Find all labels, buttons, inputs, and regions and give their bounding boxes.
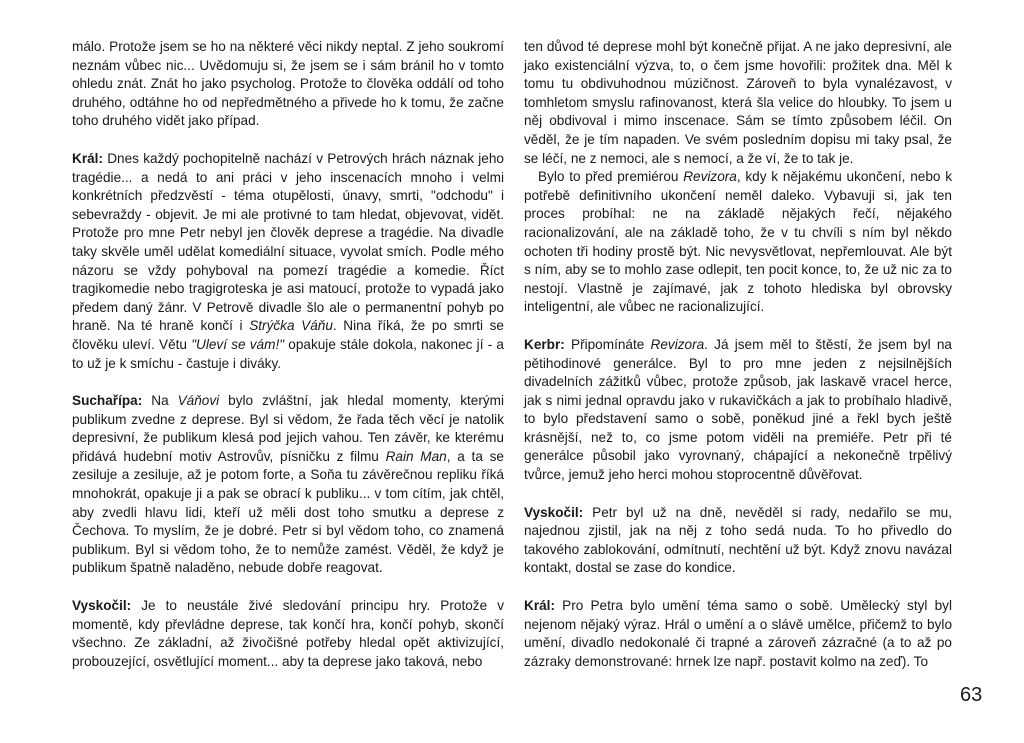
paragraph: Vyskočil: Petr byl už na dně, nevěděl si rady, nedařilo se mu, najednou zjistil, jak na něj z toho sedá nuda. To ho přivedlo do takového zablokování, odmítnutí, nechtění už být. Když znovu navázal kontakt, dostal se zase do kondice. [524,504,952,576]
italic-title: Revizora [683,169,737,185]
speaker-name: Vyskočil: [524,504,584,520]
italic-title: Revizora [650,336,705,352]
italic-title: Rain Man [385,448,447,464]
italic-quote: "Uleví se vám!" [191,336,285,352]
paragraph: málo. Protože jsem se ho na některé věci nikdy neptal. Z jeho soukromí neznám vůbec nic... Uvědomuju si, že jsem se i sám bránil ho v tomto ohledu znát. Znát ho jako psycholog. Protože to člověka oddálí od toho druhého, odtáhne ho od nepředmětného a přivede ho k tomu, že začne toho druhého vidět jako případ. [72,39,504,129]
paragraph: Vyskočil: Je to neustále živé sledování principu hry. Protože v momentě, kdy převládne deprese, tak končí hra, končí pohyb, skončí všechno. Ze základní, až živočišné potřeby hledal opět aktivizující, probouzející, osvětlující moment... aby ta deprese jako taková, nebo [72,598,504,669]
speaker-name: Suchařípa: [72,393,143,409]
page-number: 63 [960,684,983,706]
italic-title: Strýčka Váňu [249,318,333,334]
paragraph: Bylo to před premiérou Revizora, kdy k nějakému ukončení, nebo k potřebě definitivního ukončení neměl daleko. Vybavuji si, jak ten proces probíhal: ne na základě nějakých řečí, nějakého racionalizování, ale na základě toho, že v tu chvíli s ním byl někdo ochoten tři hodiny prostě být. Nic nevysvětlovat, nepřemlouvat. Ale být s ním, aby se to mohlo zase odlepit, ten pocit konce, to, že už nic za to nestojí. Vlastně je zajímavé, jak z tohoto hlediska byl obrovsky inteligentní, ale vůbec ne racionalizující. [524,169,953,315]
left-column [72,38,504,671]
speaker-name: Kerbr: [524,336,565,352]
speaker-name: Král: [72,150,103,166]
italic-title: Váňovi [177,393,220,409]
paragraph: Kerbr: Připomínáte Revizora. Já jsem měl to štěstí, že jsem byl na pětihodinové generálce. Byl to pro mne jeden z nejsilnějších divadelních zážitků vůbec, protože způsob, jak laskavě vracel herce, jak s nimi jednal opravdu jako v rukavičkách a jak to probíhalo hladivě, to bylo představení samo o sobě, poněkud jiné a řekl bych ještě krásnější, než to, co jsme potom viděli na premiéře. Petr při té generálce působil jako vyrovnaný, chápající a nekonečně trpělivý tvůrce, jemuž jeho herci mohou stoprocentně důvěřovat. [524,336,952,483]
paragraph: Král: Dnes každý pochopitelně nachází v Petrových hrách náznak jeho tragédie... a nedá to ani práci v jeho inscenacích mnoho i velmi konkrétních předzvěstí - téma otupělosti, únavy, smrti, "odchodu" i sebevraždy - objevit. Je mi ale protivné to tam hledat, objevovat, vidět. Protože pro mne Petr nebyl jen člověk deprese a tragédie. Na divadle taky skvěle uměl udělat komediální situace, vyvolat smích. Podle mého názoru se vždy pohyboval na pomezí tragédie a komedie. Říct tragikomedie nebo tragigroteska je asi matoucí, protože to vypadá jako předem daný žánr. V Petrově divadle šlo ale o permanentní pohyb po hraně. Na té hraně končí i Strýčka Váňu. Nina říká, že po smrti se člověku uleví. Větu "Uleví se vám!" opakuje stále dokola, nakonec jí - a to už je k smíchu - častuje i diváky. [72,150,504,371]
paragraph: ten důvod té deprese mohl být konečně přijat. A ne jako depresivní, ale jako existenciální výzva, to, o čem jsme hovořili: prožitek dna. Měl k tomu tu obdivuhodnou múzičnost. Zároveň to byla vynalézavost, v tomhletom smyslu rafinovanost, která šla velice do hloubky. To jsem u něj obdivoval i mimo inscenace. Sám se tímto způsobem léčil. On věděl, že je tím napaden. Ve svém posledním dopisu mi taky psal, že se léčí, ne z nemoci, ale s nemocí, a že ví, že to tak je. [524,39,952,166]
paragraph: Král: Pro Petra bylo umění téma samo o sobě. Umělecký styl byl nejenom nějaký výraz. Hrál o umění a o slávě umělce, přičemž to bylo umění, divadlo nedokonalé či trapné a zároveň zázračné (a to až po zázraky demonstrované: hrnek lze např. postavit kolmo na zeď). To [524,598,952,669]
right-column [524,38,952,671]
paragraph: Suchařípa: Na Váňovi bylo zvláštní, jak hledal momenty, kterými publikum zvedne z deprese. Byl si vědom, že řada těch věcí je natolik depresivní, že publikum klesá pod jejich vahou. Ten závěr, ke kterému přidává hudební motiv Astrovův, písničku z filmu Rain Man, a ta se zesiluje a zesiluje, až je potom forte, a Soňa tu závěrečnou repliku říká mnohokrát, opakuje ji a pak se obrací k publiku... v tom cítím, jak chtěl, aby zvedli hlavu lidi, kteří už měli dost toho smutku a deprese z Čechova. To myslím, že je dobré. Petr si byl vědom toho, co znamená publikum. Byl si vědom toho, že to nemůže zamést. Věděl, že když je publikum špatně naladěno, nebude dobře reagovat. [72,393,504,576]
speaker-name: Vyskočil: [72,598,132,614]
speaker-name: Král: [524,598,555,614]
